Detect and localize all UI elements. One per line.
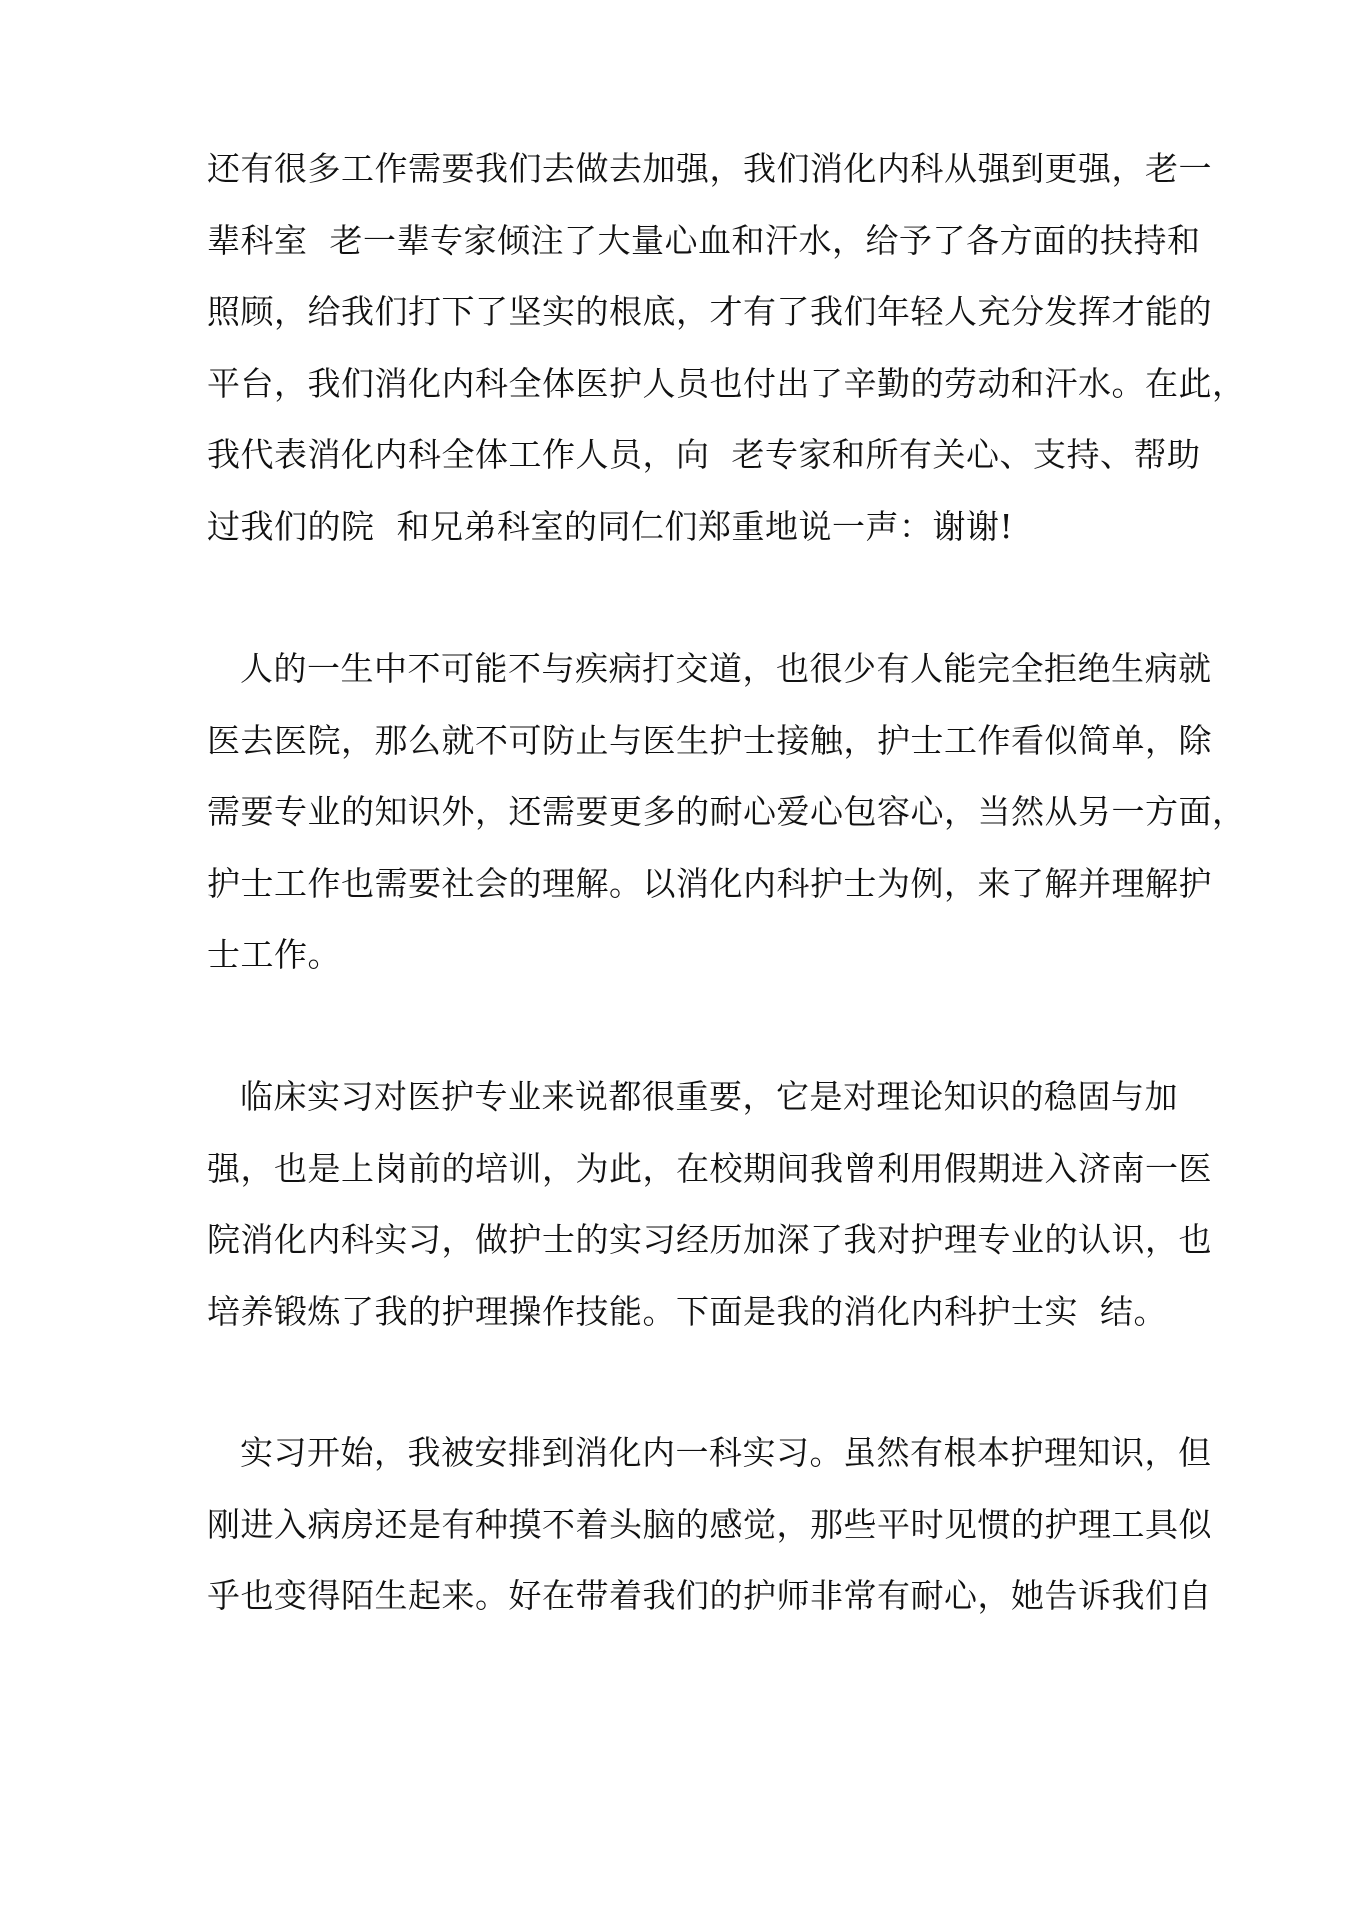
text-line: 需要专业的知识外，还需要更多的耐心爱心包容心，当然从另一方面， — [207, 792, 1246, 831]
text-line: 培养锻炼了我的护理操作技能。下面是我的消化内科护士实 结。 — [207, 1291, 1167, 1331]
text-line: 照顾，给我们打下了坚实的根底，才有了我们年轻人充分发挥才能的 — [207, 292, 1212, 331]
text-line: 院消化内科实习，做护士的实习经历加深了我对护理专业的认识，也 — [207, 1220, 1212, 1259]
text-line: 辈科室 老一辈专家倾注了大量心血和汗水，给予了各方面的扶持和 — [207, 220, 1201, 260]
text-line: 实习开始，我被安排到消化内一科实习。虽然有根本护理知识，但 — [240, 1433, 1212, 1472]
text-line: 护士工作也需要社会的理解。以消化内科护士为例，来了解并理解护 — [207, 863, 1212, 903]
text-line: 士工作。 — [207, 935, 341, 974]
text-line: 还有很多工作需要我们去做去加强，我们消化内科从强到更强，老一 — [207, 149, 1212, 188]
text-line: 临床实习对医护专业来说都很重要，它是对理论知识的稳固与加 — [240, 1077, 1178, 1116]
paragraph-1 — [207, 133, 1246, 562]
text-line: 刚进入病房还是有种摸不着头脑的感觉，那些平时见惯的护理工具似 — [207, 1504, 1212, 1544]
text-line: 乎也变得陌生起来。好在带着我们的护师非常有耐心，她告诉我们自 — [207, 1576, 1212, 1615]
paragraph-2 — [207, 633, 1246, 991]
text-line: 强，也是上岗前的培训，为此，在校期间我曾利用假期进入济南一医 — [207, 1148, 1212, 1188]
text-line: 人的一生中不可能不与疾病打交道，也很少有人能完全拒绝生病就 — [240, 649, 1212, 688]
text-line: 过我们的院 和兄弟科室的同仁们郑重地说一声：谢谢! — [207, 506, 1014, 546]
text-line: 平台，我们消化内科全体医护人员也付出了辛勤的劳动和汗水。在此， — [207, 363, 1246, 403]
text-line: 我代表消化内科全体工作人员，向 老专家和所有关心、支持、帮助 — [207, 435, 1201, 474]
paragraph-4 — [207, 1417, 1212, 1632]
text-line: 医去医院，那么就不可防止与医生护士接触，护士工作看似简单，除 — [207, 720, 1212, 760]
paragraph-3 — [207, 1061, 1212, 1347]
